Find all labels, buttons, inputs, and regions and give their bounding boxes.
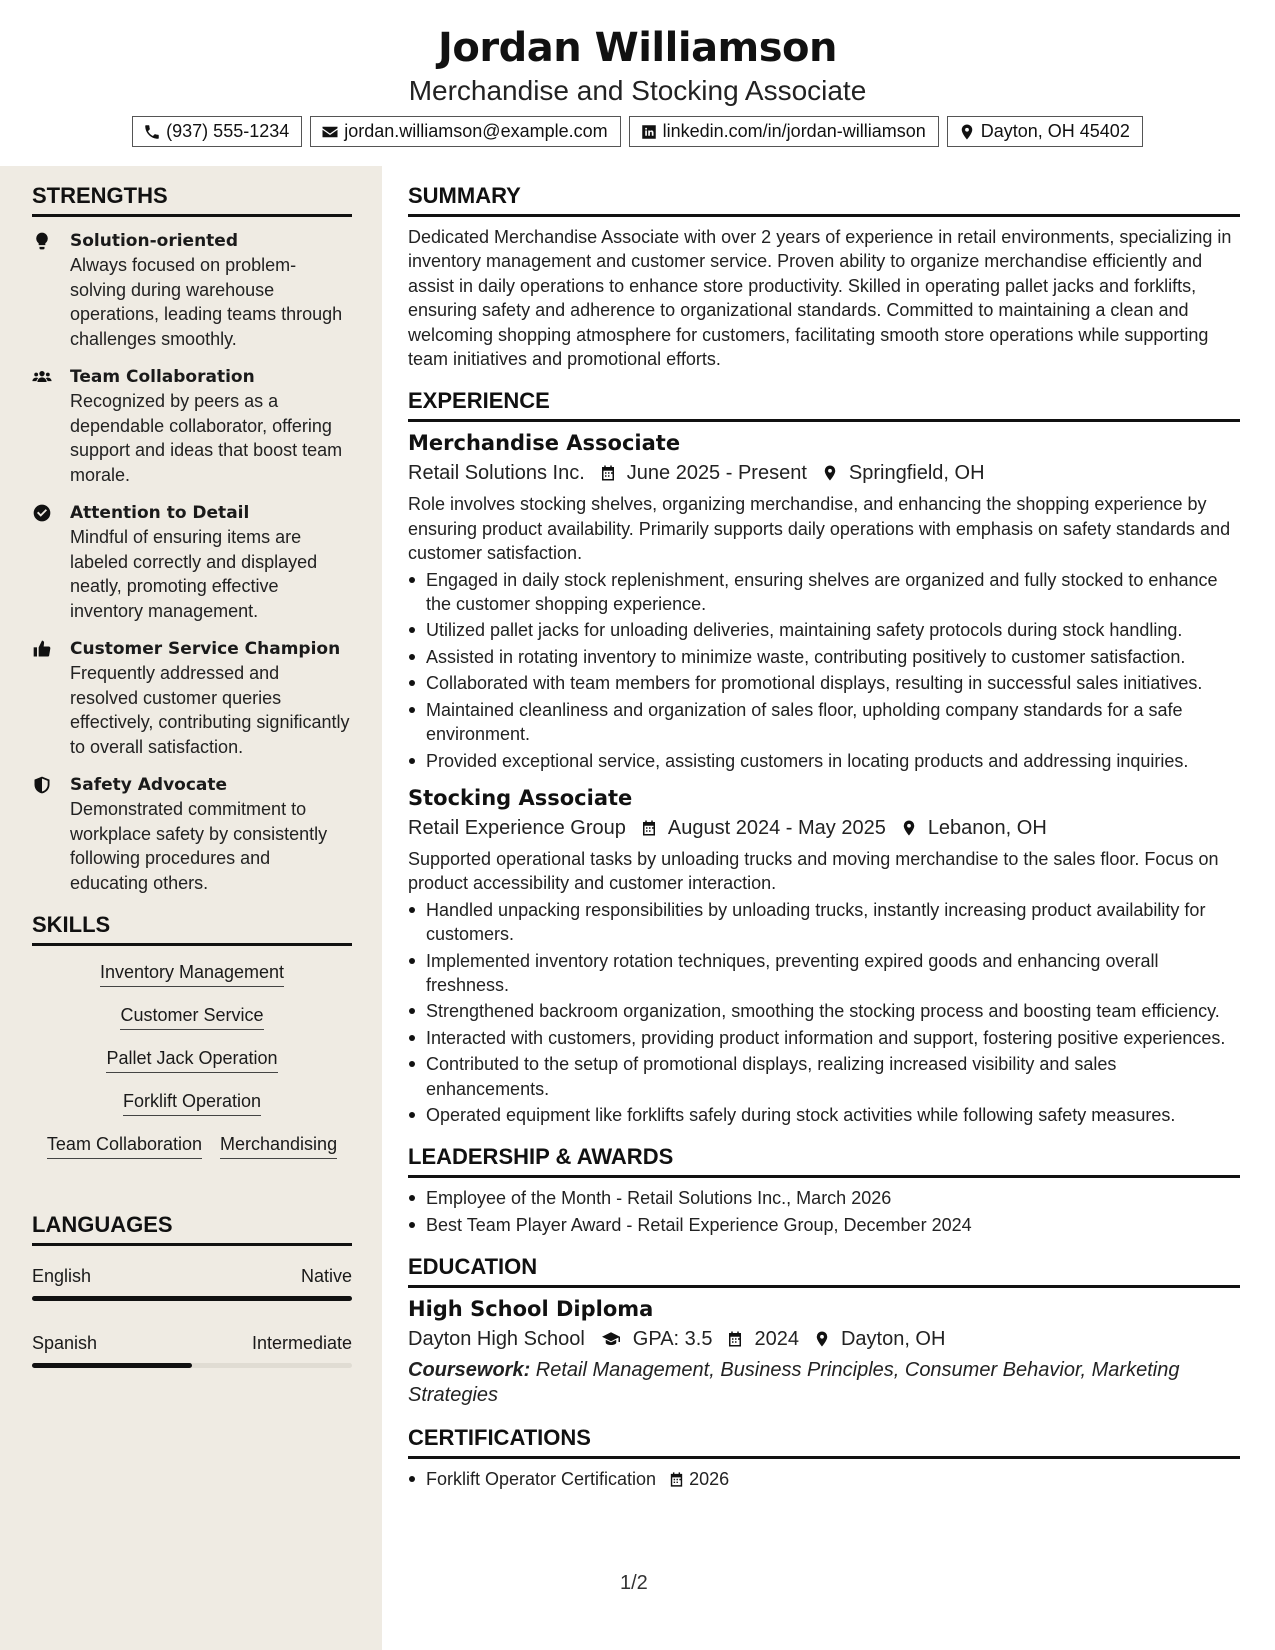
strength-desc: Always focused on problem-solving during warehouse operations, leading teams through challenges smoothly. — [70, 255, 343, 349]
job-description: Supported operational tasks by unloading trucks and moving merchandise to the sales floor. Focus on product accessibility and customer interaction. — [408, 848, 1219, 894]
job-bullet: Handled unpacking responsibilities by unloading trucks, instantly increasing product availability for customers. — [408, 898, 1240, 947]
job-location: Lebanon, OH — [927, 816, 1047, 839]
language-level: Native — [300, 1266, 352, 1286]
job-bullet: Maintained cleanliness and organization of sales floor, upholding company standards for a safe environment. — [408, 698, 1240, 747]
check-circle-icon — [32, 503, 52, 523]
certifications-heading: CERTIFICATIONS — [408, 1422, 1240, 1459]
certification-name: Forklift Operator Certification — [426, 1469, 657, 1490]
job-entry — [408, 428, 1240, 772]
skills-heading: SKILLS — [32, 909, 352, 946]
map-pin-icon — [813, 1330, 831, 1348]
strength-desc: Frequently addressed and resolved customer queries effectively, contributing significantly to overall satisfaction. — [70, 663, 350, 757]
certification-year: 2026 — [689, 1469, 730, 1490]
skill-tag: Team Collaboration — [47, 1132, 202, 1159]
calendar-icon — [726, 1330, 744, 1348]
calendar-icon — [668, 1471, 685, 1488]
award-item: Employee of the Month - Retail Solutions Inc., March 2026 — [408, 1186, 1240, 1210]
contact-location — [947, 116, 1143, 147]
job-description: Role involves stocking shelves, organizing merchandise, and enhancing the shopping experience by ensuring product availability. Primarily supports daily operations with emphasis on safety standards and customer satisfaction. — [408, 494, 1231, 564]
coursework-list: Retail Management, Business Principles, Consumer Behavior, Marketing Strategies — [408, 1359, 1180, 1407]
strengths-list — [32, 229, 352, 895]
experience-heading: EXPERIENCE — [408, 385, 1240, 422]
contact-linkedin[interactable] — [629, 116, 939, 147]
job-title: Stocking Associate — [408, 785, 633, 810]
job-bullet: Utilized pallet jacks for unloading deliveries, maintaining safety protocols during stock handling. — [408, 618, 1240, 642]
strength-item — [32, 501, 352, 623]
contact-bar — [0, 116, 1275, 147]
sidebar — [32, 180, 352, 1368]
skill-tag: Inventory Management — [100, 960, 284, 987]
degree-title: High School Diploma — [408, 1297, 654, 1322]
job-bullet: Interacted with customers, providing product information and support, fostering positive experiences. — [408, 1026, 1240, 1050]
resume-header — [0, 22, 1275, 147]
education-meta — [408, 1324, 1240, 1354]
envelope-icon — [321, 123, 339, 141]
candidate-name: Jordan Williamson — [437, 25, 838, 71]
strength-item — [32, 365, 352, 487]
strength-title: Solution-oriented — [70, 231, 238, 251]
calendar-icon — [640, 819, 658, 837]
linkedin-text: linkedin.com/in/jordan-williamson — [662, 121, 926, 141]
map-pin-icon — [958, 123, 976, 141]
language-item — [32, 1331, 352, 1368]
job-dates: August 2024 - May 2025 — [667, 816, 886, 839]
certifications-section — [408, 1422, 1240, 1491]
lightbulb-icon — [32, 231, 52, 251]
users-icon — [32, 367, 52, 387]
job-meta — [408, 458, 1240, 488]
thumbs-up-icon — [32, 639, 52, 659]
graduation-year: 2024 — [754, 1328, 799, 1351]
job-bullet: Contributed to the setup of promotional displays, realizing increased visibility and sales enhancements. — [408, 1052, 1240, 1101]
certifications-list — [408, 1467, 1240, 1491]
language-item — [32, 1264, 352, 1301]
job-bullet: Provided exceptional service, assisting customers in locating products and addressing inquiries. — [408, 749, 1240, 773]
coursework — [408, 1358, 1240, 1408]
map-pin-icon — [900, 819, 918, 837]
job-bullets — [408, 898, 1240, 1128]
strength-desc: Demonstrated commitment to workplace safety by consistently following procedures and educating others. — [70, 799, 328, 893]
job-title: Merchandise Associate — [408, 431, 681, 456]
strength-desc: Mindful of ensuring items are labeled correctly and displayed neatly, promoting effective inventory management. — [70, 527, 318, 621]
strength-item — [32, 637, 352, 759]
summary-section — [408, 180, 1240, 371]
language-bar — [32, 1363, 352, 1368]
strength-item — [32, 229, 352, 351]
job-bullet: Strengthened backroom organization, smoothing the stocking process and boosting team efficiency. — [408, 999, 1240, 1023]
main-content — [408, 180, 1240, 1494]
skill-tag: Forklift Operation — [123, 1089, 261, 1116]
strength-title: Safety Advocate — [70, 775, 228, 795]
job-company: Retail Experience Group — [408, 816, 626, 839]
school-location: Dayton, OH — [840, 1328, 946, 1351]
location-text: Dayton, OH 45402 — [980, 121, 1130, 141]
language-bar-fill — [32, 1296, 352, 1301]
experience-section — [408, 385, 1240, 1127]
leadership-section — [408, 1141, 1240, 1237]
gpa: GPA: 3.5 — [632, 1328, 713, 1351]
job-bullet: Implemented inventory rotation techniques, preventing expired goods and enhancing overall freshness. — [408, 949, 1240, 998]
summary-heading: SUMMARY — [408, 180, 1240, 217]
candidate-title: Merchandise and Stocking Associate — [408, 75, 867, 106]
education-heading: EDUCATION — [408, 1251, 1240, 1288]
language-bar — [32, 1296, 352, 1301]
job-entry — [408, 783, 1240, 1127]
language-name: English — [32, 1266, 92, 1286]
skill-tag: Customer Service — [120, 1003, 263, 1030]
contact-phone[interactable] — [132, 116, 302, 147]
phone-icon — [143, 123, 161, 141]
summary-text: Dedicated Merchandise Associate with over 2 years of experience in retail environments, specializing in inventory management and customer service. Proven ability to organize merchandise efficiently and assist in daily operations to enhance store productivity. Skilled in operating pallet jacks and forklifts, ensuring safety and adherence to organizational standards. Committed to maintaining a clean and welcoming shopping atmosphere for customers, facilitating smooth store operations while supporting team initiatives and promotional efforts. — [408, 227, 1232, 370]
coursework-label: Coursework: — [408, 1359, 531, 1382]
language-name: Spanish — [32, 1333, 98, 1353]
calendar-icon — [599, 464, 617, 482]
job-bullet: Collaborated with team members for promotional displays, resulting in successful sales initiatives. — [408, 671, 1240, 695]
school-name: Dayton High School — [408, 1328, 585, 1351]
skill-tag: Pallet Jack Operation — [106, 1046, 277, 1073]
graduation-cap-icon — [599, 1330, 623, 1348]
strength-title: Team Collaboration — [70, 367, 255, 387]
contact-email[interactable] — [310, 116, 620, 147]
job-meta — [408, 813, 1240, 843]
linkedin-icon — [640, 123, 658, 141]
page-number: 1/2 — [620, 1572, 648, 1594]
skills-list — [32, 960, 352, 1159]
language-bar-fill — [32, 1363, 192, 1368]
job-bullets — [408, 568, 1240, 773]
strength-desc: Recognized by peers as a dependable collaborator, offering support and ideas that boost team morale. — [70, 391, 343, 485]
certification-item — [408, 1467, 1240, 1491]
shield-icon — [32, 775, 52, 795]
award-item: Best Team Player Award - Retail Experience Group, December 2024 — [408, 1213, 1240, 1237]
leadership-list — [408, 1186, 1240, 1237]
languages-section — [32, 1209, 352, 1368]
skill-tag: Merchandising — [220, 1132, 337, 1159]
strength-item — [32, 773, 352, 895]
map-pin-icon — [821, 464, 839, 482]
job-bullet: Operated equipment like forklifts safely during stock activities while following safety measures. — [408, 1103, 1240, 1127]
job-bullet: Engaged in daily stock replenishment, ensuring shelves are organized and fully stocked to enhance the customer shopping experience. — [408, 568, 1240, 617]
job-location: Springfield, OH — [848, 462, 985, 485]
job-company: Retail Solutions Inc. — [408, 462, 585, 485]
education-section — [408, 1251, 1240, 1408]
phone-text: (937) 555-1234 — [166, 121, 290, 141]
language-level: Intermediate — [251, 1333, 352, 1353]
strength-title: Customer Service Champion — [70, 639, 341, 659]
leadership-heading: LEADERSHIP & AWARDS — [408, 1141, 1240, 1178]
strengths-heading: STRENGTHS — [32, 180, 352, 217]
job-dates: June 2025 - Present — [626, 462, 807, 485]
email-text: jordan.williamson@example.com — [344, 121, 608, 141]
strength-title: Attention to Detail — [70, 503, 250, 523]
languages-heading: LANGUAGES — [32, 1209, 352, 1246]
job-bullet: Assisted in rotating inventory to minimize waste, contributing positively to customer satisfaction. — [408, 645, 1240, 669]
